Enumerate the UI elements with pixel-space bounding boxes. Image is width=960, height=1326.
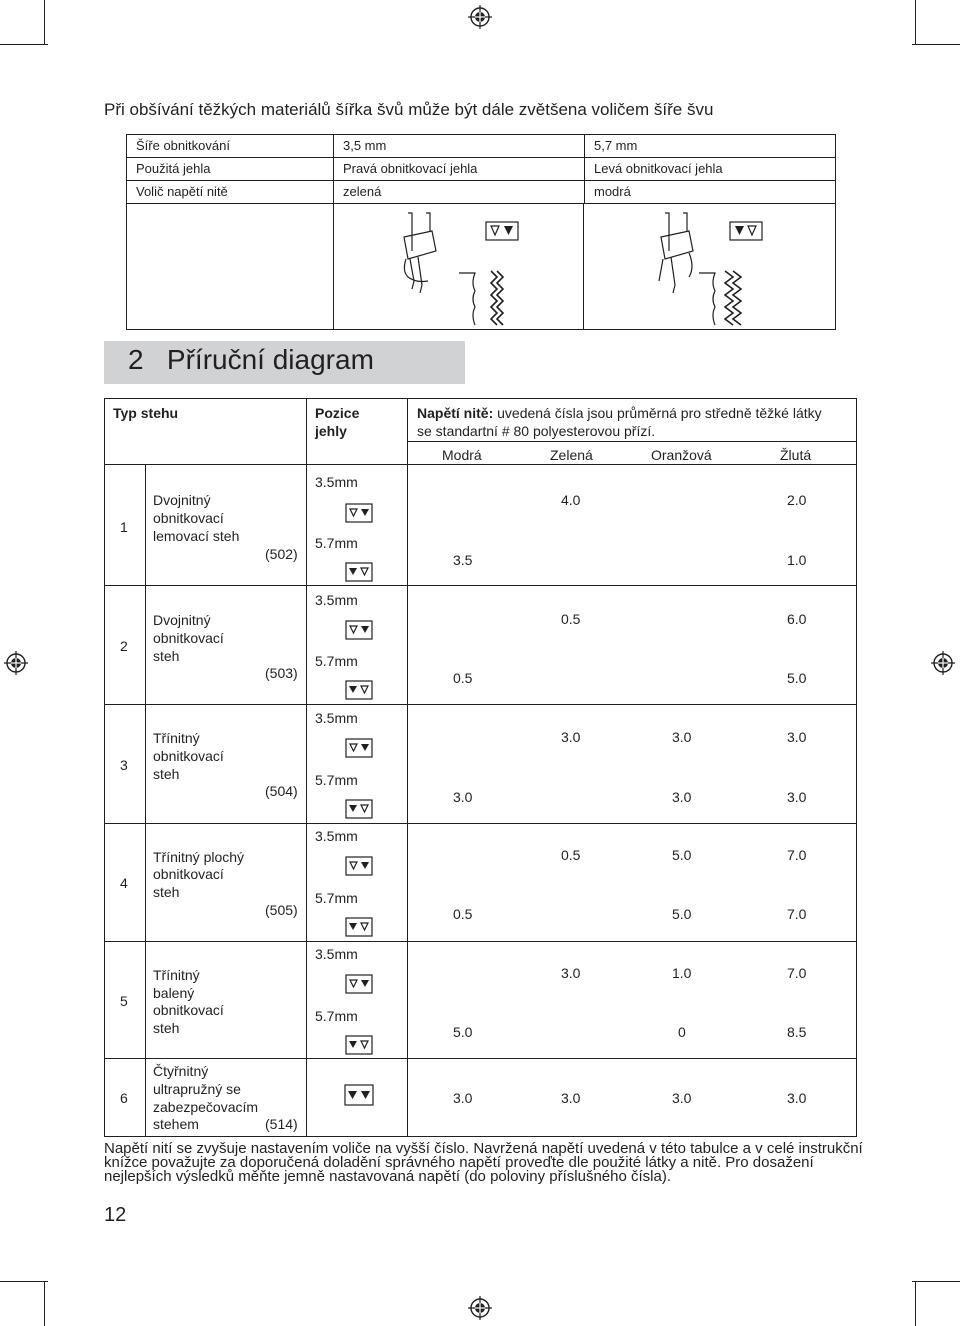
stitch-code: (505) [265, 902, 298, 918]
stitch-name: balený [153, 985, 195, 1001]
stitch-name: steh [153, 766, 180, 782]
table-cell: 5,7 mm [585, 135, 836, 158]
tension-value: 0.5 [453, 670, 473, 686]
needle-right-icon [345, 856, 373, 876]
stitch-name: Dvojnitný [153, 492, 211, 508]
tension-value: 0 [678, 1024, 686, 1040]
needle-position: 5.7mm [315, 1008, 358, 1024]
tension-value: 5.0 [672, 847, 692, 863]
footnote: Napětí nití se zvyšuje nastavením voliče na vyšší číslo. Navržená napětí uvedená v této tabulce a v celé instrukční knížce považujte za doporučená doladění správného napětí proveďte dle použité látky a nitě. Pro dosažení nejlepších výsledků měňte jemně nastavovaná napětí (do poloviny příslušného čísla). [104, 1140, 863, 1185]
section-title-text: Příruční diagram [166, 344, 374, 375]
divider [856, 398, 857, 1137]
table-cell: modrá [585, 181, 836, 204]
needle-left-icon [345, 799, 373, 819]
tension-value: 6.0 [787, 611, 807, 627]
tension-value: 1.0 [672, 965, 692, 981]
tension-value: 0.5 [561, 847, 581, 863]
registration-mark-icon [931, 651, 955, 675]
needle-left-icon [345, 917, 373, 937]
section-title [128, 344, 374, 376]
tension-value: 7.0 [787, 847, 807, 863]
table-row [127, 158, 836, 181]
stitch-name: obnitkovací [153, 510, 224, 526]
row-number: 1 [120, 519, 128, 535]
row-number: 5 [120, 993, 128, 1009]
stitch-name: zabezpečovacím [153, 1099, 259, 1115]
stitch-name: Dvojnitný [153, 612, 211, 628]
stitch-name: steh [153, 1020, 180, 1036]
tension-value: 3.0 [672, 1090, 692, 1106]
table-cell: 3,5 mm [334, 135, 585, 158]
divider [306, 398, 307, 1137]
tension-value: 5.0 [453, 1024, 473, 1040]
row-number: 4 [120, 875, 128, 891]
stitch-illustration [453, 263, 513, 327]
tension-value: 2.0 [787, 492, 807, 508]
needle-position: 3.5mm [315, 710, 358, 726]
color-zelena: Zelená [550, 447, 593, 463]
divider [104, 398, 856, 399]
illustration-row [126, 203, 836, 330]
divider [104, 398, 105, 1137]
crop-mark [0, 44, 48, 45]
col-header-position: jehly [315, 423, 347, 439]
tension-value: 3.0 [453, 1090, 473, 1106]
needle-right-icon [345, 738, 373, 758]
stitch-name: stehem [153, 1116, 199, 1132]
needle-right-icon [345, 620, 373, 640]
divider [104, 823, 856, 824]
tension-value: 3.0 [672, 789, 692, 805]
divider [407, 441, 856, 442]
divider [104, 585, 856, 586]
divider [104, 1058, 856, 1059]
needle-position: 3.5mm [315, 828, 358, 844]
stitch-illustration [693, 263, 753, 327]
divider [104, 704, 856, 705]
needle-position: 3.5mm [315, 946, 358, 962]
stitch-name: lemovací steh [153, 528, 240, 544]
tension-value: 1.0 [787, 552, 807, 568]
color-zluta: Žlutá [780, 447, 812, 463]
table-cell: zelená [334, 181, 585, 204]
tension-value: 3.0 [672, 729, 692, 745]
stitch-name: obnitkovací [153, 748, 224, 764]
table-cell: Pravá obnitkovací jehla [334, 158, 585, 181]
col-header-type: Typ stehu [113, 405, 179, 421]
needle-right-icon [345, 974, 373, 994]
tension-value: 8.5 [787, 1024, 807, 1040]
stitch-name: Třínitný [153, 730, 200, 746]
needle-left-icon [345, 562, 373, 582]
col-header-tension [417, 404, 822, 422]
tension-value: 3.0 [561, 1090, 581, 1106]
col-header-tension: se standartní # 80 polyesterovou přízí. [417, 423, 656, 439]
crop-mark [912, 44, 960, 45]
table-row [127, 181, 836, 204]
page-number: 12 [104, 1204, 127, 1226]
tension-value: 3.0 [787, 789, 807, 805]
tension-value: 0.5 [453, 906, 473, 922]
crop-mark [915, 1282, 916, 1326]
stitch-name: steh [153, 648, 180, 664]
stitch-code: (504) [265, 783, 298, 799]
col-header-position: Pozice [315, 405, 360, 421]
stitch-name: ultrapružný se [153, 1081, 241, 1097]
needle-position: 5.7mm [315, 890, 358, 906]
needle-both-icon [344, 1084, 374, 1106]
needle-right-icon [485, 221, 519, 241]
table-cell: Použitá jehla [127, 158, 334, 181]
table-cell: Šíře obnitkování [127, 135, 334, 158]
registration-mark-icon [468, 1296, 492, 1320]
stitch-name: Třínitný plochý [153, 849, 245, 865]
tension-value: 5.0 [672, 906, 692, 922]
stitch-name: obnitkovací [153, 630, 224, 646]
needle-position: 3.5mm [315, 592, 358, 608]
crop-mark [44, 0, 45, 44]
color-modra: Modrá [442, 447, 482, 463]
tension-value: 7.0 [787, 965, 807, 981]
row-number: 2 [120, 638, 128, 654]
tension-value: 3.0 [787, 729, 807, 745]
stitch-name: obnitkovací [153, 866, 224, 882]
color-oranzova: Oranžová [651, 447, 712, 463]
presser-foot-illustration [392, 211, 462, 301]
stitch-name: steh [153, 884, 180, 900]
divider [104, 464, 856, 465]
tension-value: 5.0 [787, 670, 807, 686]
divider [145, 464, 146, 1137]
needle-position: 5.7mm [315, 772, 358, 788]
section-number: 2 [128, 344, 144, 375]
tension-value: 3.0 [561, 965, 581, 981]
tension-value: 3.5 [453, 552, 473, 568]
needle-position: 5.7mm [315, 535, 358, 551]
tension-desc: uvedená čísla jsou průměrná pro středně těžké látky [497, 405, 822, 421]
tension-value: 3.0 [561, 729, 581, 745]
needle-position: 5.7mm [315, 653, 358, 669]
table-row [127, 135, 836, 158]
registration-mark-icon [468, 5, 492, 29]
needle-left-icon [729, 221, 763, 241]
crop-mark [912, 1281, 960, 1282]
row-number: 3 [120, 757, 128, 773]
divider [104, 941, 856, 942]
tension-value: 7.0 [787, 906, 807, 922]
needle-right-icon [345, 503, 373, 523]
tension-label: Napětí nitě: [417, 405, 494, 421]
stitch-name: Třínitný [153, 967, 200, 983]
tension-value: 4.0 [561, 492, 581, 508]
tension-value: 0.5 [561, 611, 581, 627]
table-cell: Volič napětí nitě [127, 181, 334, 204]
tension-value: 3.0 [453, 789, 473, 805]
page-heading: Při obšívání těžkých materiálů šířka švů může být dále zvětšena voličem šíře švu [104, 100, 714, 119]
needle-width-table [126, 134, 836, 204]
divider [104, 1136, 856, 1137]
stitch-name: obnitkovací [153, 1002, 224, 1018]
needle-left-icon [345, 1035, 373, 1055]
needle-position: 3.5mm [315, 474, 358, 490]
needle-left-icon [345, 680, 373, 700]
stitch-code: (502) [265, 546, 298, 562]
row-number: 6 [120, 1090, 128, 1106]
stitch-code: (503) [265, 665, 298, 681]
divider [407, 398, 408, 1137]
crop-mark [44, 1282, 45, 1326]
stitch-name: Čtyřnitný [153, 1063, 209, 1079]
crop-mark [915, 0, 916, 44]
stitch-code: (514) [265, 1116, 298, 1132]
crop-mark [0, 1281, 48, 1282]
tension-value: 3.0 [787, 1090, 807, 1106]
table-cell: Levá obnitkovací jehla [585, 158, 836, 181]
registration-mark-icon [4, 651, 28, 675]
